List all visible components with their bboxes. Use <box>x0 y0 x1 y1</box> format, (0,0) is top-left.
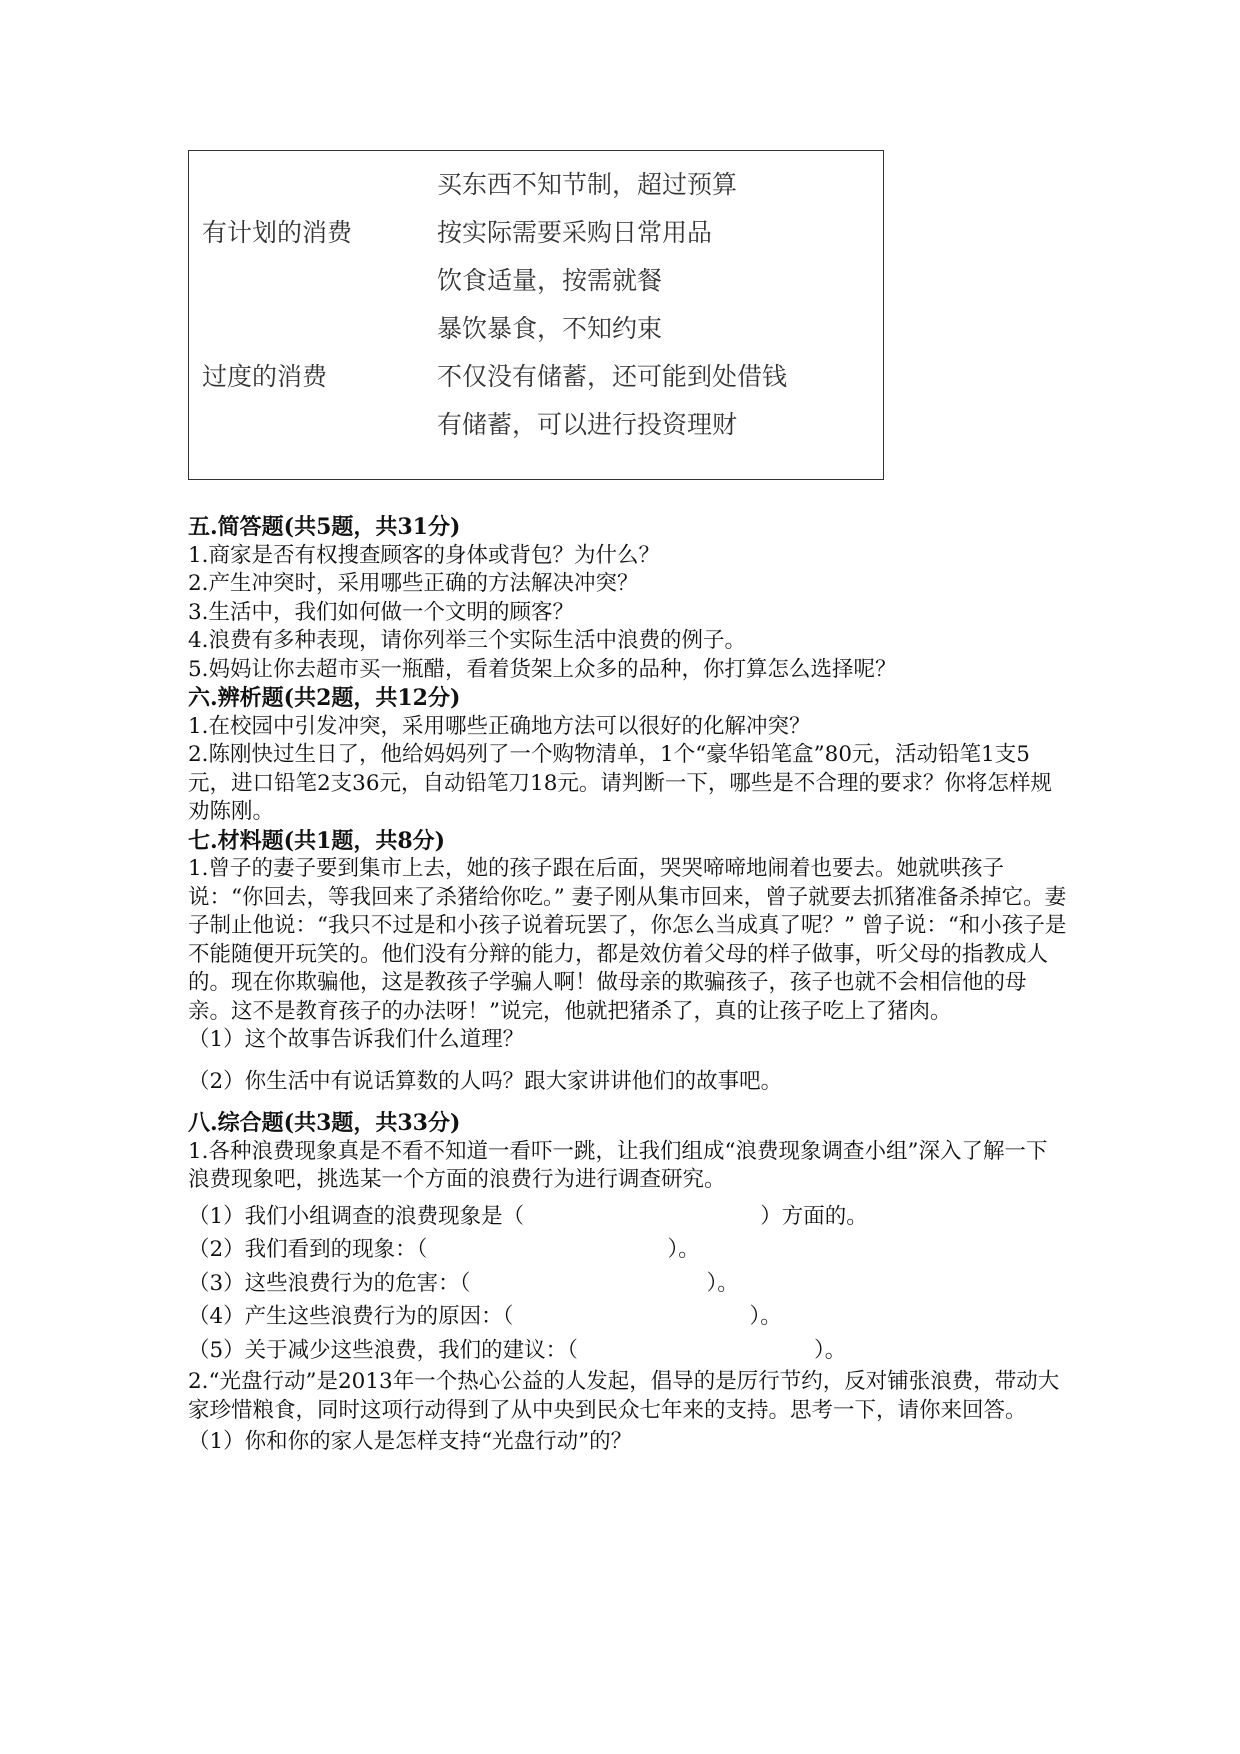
question-item: 2.陈刚快过生日了，他给妈妈列了一个购物清单，1个“豪华铅笔盒”80元，活动铅笔1支5元，进口铅笔2支36元，自动铅笔刀18元。请判断一下，哪些是不合理的要求？你将怎样规劝陈刚。 <box>188 742 1052 824</box>
fill-blank-prompt: （1）我们小组调查的浪费现象是（ <box>188 1203 525 1229</box>
fill-blank-line <box>188 1203 1068 1232</box>
question-item: 1.商家是否有权搜查顾客的身体或背包？为什么？ <box>188 542 661 568</box>
question-item: 5.妈妈让你去超市买一瓶醋，看着货架上众多的品种，你打算怎么选择呢？ <box>188 656 897 682</box>
right-item: 买东西不知节制，超过预算 <box>437 170 738 199</box>
fill-blank-prompt: （3）这些浪费行为的危害：（ <box>188 1270 471 1296</box>
fill-blank-line <box>188 1270 1068 1299</box>
section-title: 五.简答题(共5题，共31分) <box>188 514 461 540</box>
right-item: 不仅没有储蓄，还可能到处借钱 <box>437 362 788 391</box>
section-title: 六.辨析题(共2题，共12分) <box>188 685 461 711</box>
sub-question: （1）这个故事告诉我们什么道理？ <box>188 1027 525 1052</box>
fill-blank-suffix: ）。 <box>813 1337 847 1363</box>
left-item: 有计划的消费 <box>202 218 353 247</box>
section-title: 八.综合题(共3题，共33分) <box>188 1110 461 1136</box>
right-item: 按实际需要采购日常用品 <box>437 218 713 247</box>
question-item: 3.生活中，我们如何做一个文明的顾客？ <box>188 599 575 625</box>
question-item: 1.各种浪费现象真是不看不知道一看吓一跳，让我们组成“浪费现象调查小组”深入了解一下浪费现象吧，挑选某一个方面的浪费行为进行调查研究。 <box>188 1138 1048 1192</box>
matching-box <box>188 150 884 480</box>
right-item: 暴饮暴食，不知约束 <box>437 314 663 343</box>
section-title: 七.材料题(共1题，共8分) <box>188 827 446 854</box>
question-item: 4.浪费有多种表现，请你列举三个实际生活中浪费的例子。 <box>188 628 747 653</box>
right-item: 有储蓄，可以进行投资理财 <box>437 410 738 439</box>
fill-blank-suffix: ）方面的。 <box>760 1203 868 1229</box>
sub-question: （2）你生活中有说话算数的人吗？跟大家讲讲他们的故事吧。 <box>188 1068 783 1094</box>
fill-blank-prompt: （4）产生这些浪费行为的原因：（ <box>188 1304 514 1329</box>
fill-blank-suffix: ）。 <box>706 1270 739 1296</box>
fill-blank-prompt: （5）关于减少这些浪费，我们的建议：（ <box>188 1337 578 1363</box>
fill-blank-line <box>188 1337 1068 1366</box>
material-passage: 1.曾子的妻子要到集市上去，她的孩子跟在后面，哭哭啼啼地闹着也要去。她就哄孩子说：“你回去，等我回来了杀猪给你吃。” 妻子刚从集市回来，曾子就要去抓猪准备杀掉它。妻子制止他说：“我只不过是和小孩子说着玩罢了，你怎么当成真了呢？” 曾子说：“和小孩子是不能随便开玩笑的。他们没有分辩的能力，都是效仿着父母的样子做事，听父母的指教成人的。现在你欺骗他，这是教孩子学骗人啊！做母亲的欺骗孩子，孩子也就不会相信他的母亲。这不是教育孩子的办法呀！”说完，他就把猪杀了，真的让孩子吃上了猪肉。 <box>188 856 1067 1024</box>
fill-blank-line <box>188 1236 1068 1265</box>
fill-blank-prompt: （2）我们看到的现象：（ <box>188 1237 428 1262</box>
question-item: 2.产生冲突时，采用哪些正确的方法解决冲突？ <box>188 571 639 596</box>
sub-question: （1）你和你的家人是怎样支持“光盘行动”的？ <box>188 1429 633 1454</box>
question-content <box>188 513 1068 1457</box>
fill-blank-suffix: ）。 <box>667 1237 700 1262</box>
fill-blank-suffix: ）。 <box>749 1304 782 1329</box>
question-item: 1.在校园中引发冲突，采用哪些正确地方法可以很好的化解冲突？ <box>188 713 811 739</box>
right-item: 饮食适量，按需就餐 <box>437 266 663 295</box>
fill-blank-line <box>188 1303 1068 1332</box>
question-item: 2.“光盘行动”是2013年一个热心公益的人发起，倡导的是厉行节约，反对铺张浪费，带动大家珍惜粮食，同时这项行动得到了从中央到民众七年来的支持。思考一下，请你来回答。 <box>188 1369 1060 1423</box>
left-item: 过度的消费 <box>202 362 328 391</box>
